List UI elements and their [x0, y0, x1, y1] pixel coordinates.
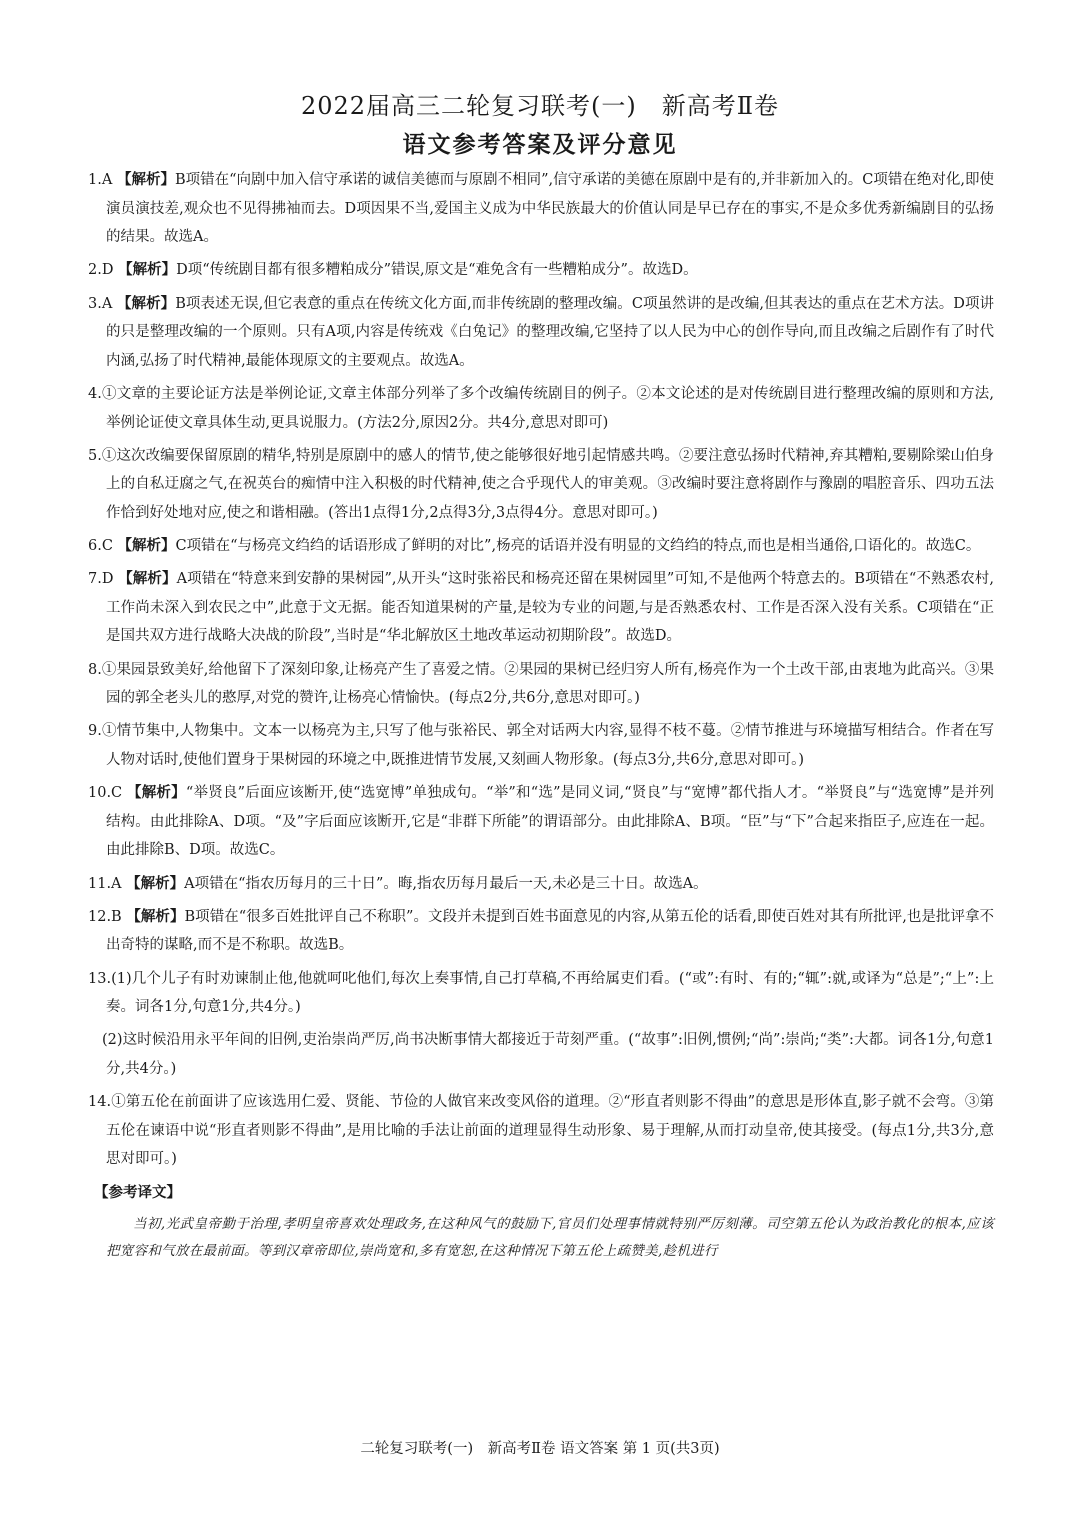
answer-item-13-part-1: 13.(1)几个儿子有时劝谏制止他,他就呵叱他们,每次上奏事情,自己打草稿,不再给属吏们看。(“或”:有时、有的;“辄”:就,或译为“总是”;“上”:上奏。词各1分,句意1分,共4分。) [88, 970, 994, 1016]
answer-item-5: 5.①这次改编要保留原剧的精华,特别是原剧中的感人的情节,使之能够很好地引起情感共鸣。②要注意弘扬时代精神,弃其糟粕,要剔除梁山伯身上的自私迂腐之气,在祝英台的痴情中注入积极的时代精神,使之合乎现代人的审美观。③改编时要注意将剧作与豫剧的唱腔音乐、四功五法作恰到好处地对应,使之和谐相融。(答出1点得1分,2点得3分,3点得4分。意思对即可。) [88, 447, 994, 521]
document-subtitle: 语文参考答案及评分意见 [402, 132, 678, 158]
answer-item-11: 11.A 【解析】A项错在“指农历每月的三十日”。晦,指农历每月最后一天,未必是三十日。故选A。 [88, 874, 708, 892]
page-footer: 二轮复习联考(一) 新高考Ⅱ卷 语文答案 第 1 页(共3页) [360, 1441, 720, 1457]
answer-body [88, 166, 994, 1266]
answer-item-4: 4.①文章的主要论证方法是举例论证,文章主体部分列举了多个改编传统剧目的例子。②本文论述的是对传统剧目进行整理改编的原则和方法,举例论证使文章具体生动,更具说服力。(方法2分,原因2分。共4分,意思对即可) [88, 385, 994, 431]
answer-item-9: 9.①情节集中,人物集中。文本一以杨亮为主,只写了他与张裕民、郭全对话两大内容,显得不枝不蔓。②情节推进与环境描写相结合。作者在写人物对话时,使他们置身于果树园的环境之中,既推进情节发展,又刻画人物形象。(每点3分,共6分,意思对即可。) [88, 723, 994, 769]
reference-translation-heading: 【参考译文】 [94, 1183, 181, 1201]
answer-item-10: 10.C 【解析】“举贤良”后面应该断开,使“选宽博”单独成句。“举”和“选”是同义词,“贤良”与“宽博”都代指人才。“举贤良”与“选宽博”是并列结构。由此排除A、D项。“及”字后面应该断开,它是“非群下所能”的谓语部分。由此排除A、B项。“臣”与“下”合起来指臣子,应连在一起。由此排除B、D项。故选C。 [88, 784, 995, 859]
answer-item-6: 6.C 【解析】C项错在“与杨亮文绉绉的话语形成了鲜明的对比”,杨亮的话语并没有明显的文绉绉的特点,而也是相当通俗,口语化的。故选C。 [88, 537, 981, 555]
reference-translation-text: 当初,光武皇帝勤于治理,孝明皇帝喜欢处理政务,在这种风气的鼓励下,官员们处理事情就特别严厉刻薄。司空第五伦认为政治教化的根本,应该把宽容和气放在最前面。等到汉章帝即位,崇尚宽和,多有宽恕,在这种情况下第五伦上疏赞美,趁机进行 [106, 1215, 994, 1259]
answer-item-7: 7.D 【解析】A项错在“特意来到安静的果树园”,从开头“这时张裕民和杨亮还留在果树园里”可知,不是他两个特意去的。B项错在“不熟悉农村,工作尚未深入到农民之中”,此意于文无据。能否知道果树的产量,是较为专业的问题,与是否熟悉农村、工作是否深入没有关系。C项错在“正是国共双方进行战略大决战的阶段”,当时是“华北解放区土地改革运动初期阶段”。故选D。 [88, 570, 995, 645]
answer-item-2: 2.D 【解析】D项“传统剧目都有很多糟粕成分”错误,原文是“难免含有一些糟粕成分”。故选D。 [88, 261, 698, 279]
answer-item-3: 3.A 【解析】B项表述无误,但它表意的重点在传统文化方面,而非传统剧的整理改编。C项虽然讲的是改编,但其表达的重点在艺术方法。D项讲的只是整理改编的一个原则。只有A项,内容是传统戏《白兔记》的整理改编,它坚持了以人民为中心的创作导向,而且改编之后剧作有了时代内涵,弘扬了时代精神,最能体现原文的主要观点。故选A。 [88, 294, 995, 369]
answer-item-8: 8.①果园景致美好,给他留下了深刻印象,让杨亮产生了喜爱之情。②果园的果树已经归穷人所有,杨亮作为一个土改干部,由衷地为此高兴。③果园的郭全老头儿的憨厚,对党的赞许,让杨亮心情愉快。(每点2分,共6分,意思对即可。) [88, 661, 994, 707]
answer-item-1: 1.A 【解析】B项错在“向剧中加入信守承诺的诚信美德而与原剧不相同”,信守承诺的美德在原剧中是有的,并非新加入的。C项错在绝对化,即使演员演技差,观众也不见得拂袖而去。D项因果不当,爱国主义成为中华民族最大的价值认同是早已存在的事实,不是众多优秀新编剧目的弘扬的结果。故选A。 [88, 171, 995, 246]
answer-item-13-part-2: (2)这时候沿用永平年间的旧例,吏治崇尚严厉,尚书决断事情大都接近于苛刻严重。(“故事”:旧例,惯例;“尚”:崇尚;“类”:大都。词各1分,句意1分,共4分。) [102, 1032, 994, 1077]
answer-item-12: 12.B 【解析】B项错在“很多百姓批评自己不称职”。文段并未提到百姓书面意见的内容,从第五伦的话看,即使百姓对其有所批评,也是批评拿不出奇特的谋略,而不是不称职。故选B。 [88, 907, 994, 954]
document-title: 2022届高三二轮复习联考(一) 新高考Ⅱ卷 [300, 92, 780, 120]
answer-item-14: 14.①第五伦在前面讲了应该选用仁爱、贤能、节俭的人做官来改变风俗的道理。②“形直者则影不得曲”的意思是形体直,影子就不会弯。③第五伦在谏语中说“形直者则影不得曲”,是用比喻的手法让前面的道理显得生动形象、易于理解,从而打动皇帝,使其接受。(每点1分,共3分,意思对即可。) [88, 1094, 994, 1168]
